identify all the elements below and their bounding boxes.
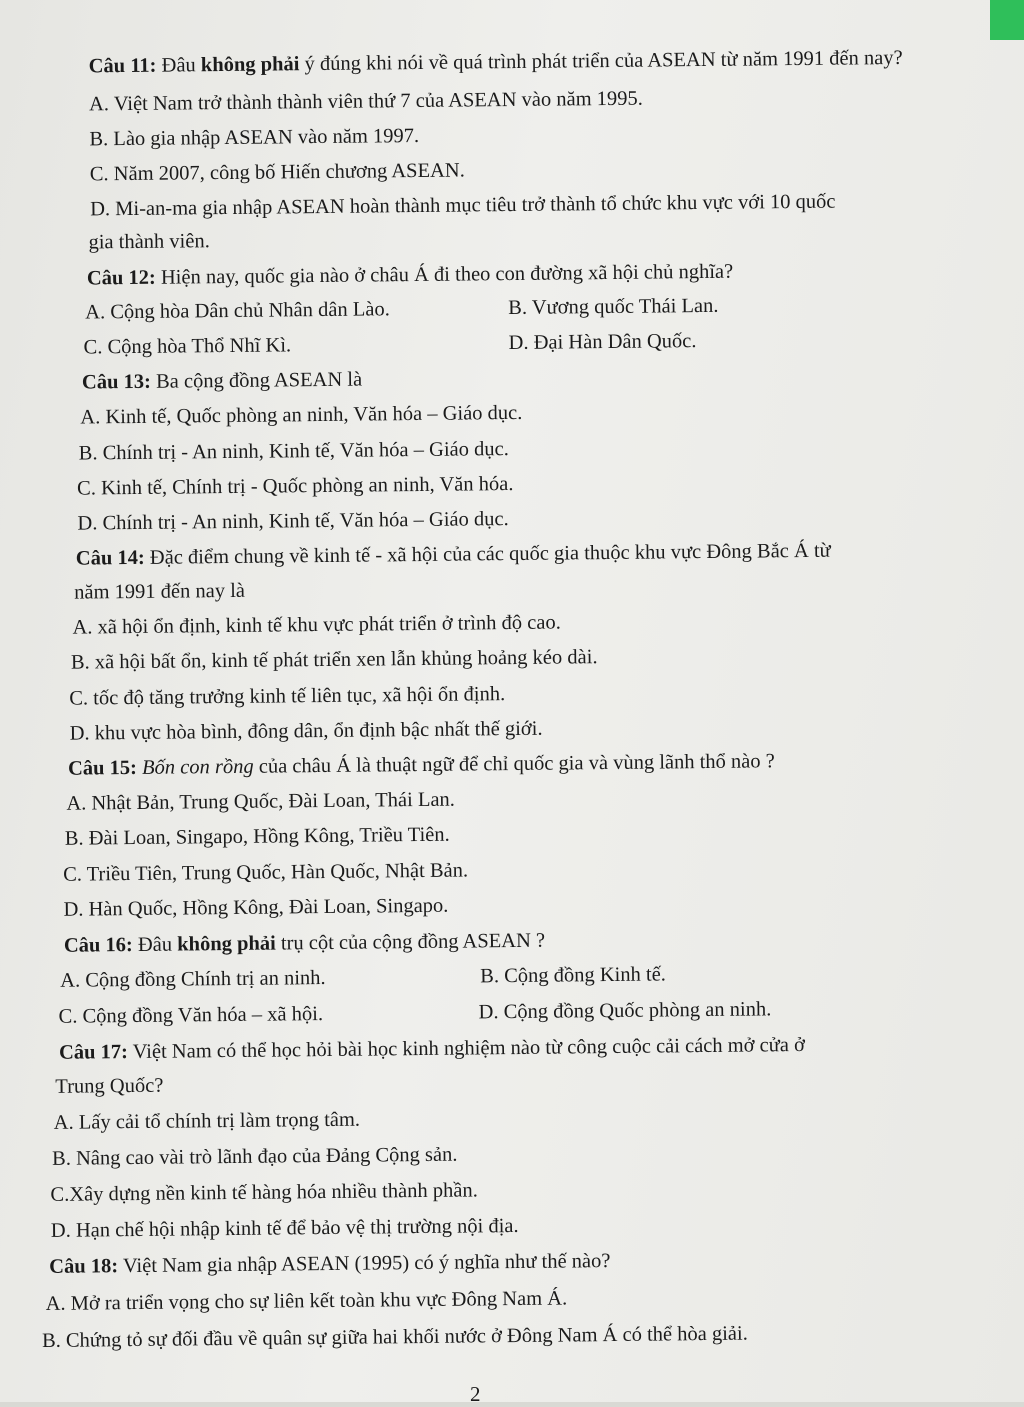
q13-option-a: A. Kinh tế, Quốc phòng an ninh, Văn hóa – Giáo dục. xyxy=(80,401,523,429)
q16-option-d: D. Cộng đồng Quốc phòng an ninh. xyxy=(478,998,772,1024)
question-11-text-post: ý đúng khi nói về quá trình phát triển của ASEAN từ năm 1991 đến nay? xyxy=(299,46,903,76)
question-16-text-post: trụ cột của cộng đồng ASEAN ? xyxy=(275,929,546,955)
question-14-line2: năm 1991 đến nay là xyxy=(74,579,246,604)
q14-option-b: B. xã hội bất ổn, kinh tế phát triển xen lẫn khủng hoảng kéo dài. xyxy=(70,646,598,674)
q16-option-a: A. Cộng đồng Chính trị an ninh. xyxy=(60,967,326,992)
question-13-label: Câu 13: xyxy=(81,370,152,394)
q13-option-d: D. Chính trị - An ninh, Kinh tế, Văn hóa – Giáo dục. xyxy=(77,508,509,535)
question-18 xyxy=(49,1251,610,1277)
q15-option-c: C. Triều Tiên, Trung Quốc, Hàn Quốc, Nhật Bản. xyxy=(63,859,469,886)
q13-option-b: B. Chính trị - An ninh, Kinh tế, Văn hóa – Giáo dục. xyxy=(78,438,509,465)
question-16-emphasis: không phải xyxy=(177,932,276,956)
q15-option-b: B. Đài Loan, Singapo, Hồng Kông, Triều Tiên. xyxy=(64,823,450,850)
question-11-emphasis: không phải xyxy=(200,53,300,77)
q12-option-c: C. Cộng hòa Thổ Nhĩ Kì. xyxy=(83,334,292,359)
question-12-text: Hiện nay, quốc gia nào ở châu Á đi theo con đường xã hội chủ nghĩa? xyxy=(155,260,734,289)
question-11-text-pre: Đâu xyxy=(156,54,201,77)
q16-option-b: B. Cộng đồng Kinh tế. xyxy=(480,963,666,988)
q14-option-a: A. xã hội ổn định, kinh tế khu vực phát triển ở trình độ cao. xyxy=(72,611,561,639)
q17-option-a: A. Lấy cải tổ chính trị làm trọng tâm. xyxy=(53,1108,361,1134)
question-17-text: Việt Nam có thể học hỏi bài học kinh nghiệm nào từ công cuộc cải cách mở cửa ở xyxy=(127,1033,806,1064)
question-11-label: Câu 11: xyxy=(88,54,157,78)
q17-option-b: B. Nâng cao vài trò lãnh đạo của Đảng Cộng sản. xyxy=(51,1143,458,1170)
page-number: 2 xyxy=(470,1382,481,1406)
q18-option-b: B. Chứng tỏ sự đối đầu về quân sự giữa hai khối nước ở Đông Nam Á có thể hòa giải. xyxy=(41,1322,748,1352)
question-17-label: Câu 17: xyxy=(58,1041,129,1064)
question-13 xyxy=(82,370,362,393)
question-15 xyxy=(68,751,775,779)
question-12-label: Câu 12: xyxy=(86,266,156,290)
q12-option-b: B. Vương quốc Thái Lan. xyxy=(508,294,719,320)
q12-option-d: D. Đại Hàn Dân Quốc. xyxy=(508,330,697,355)
question-15-text: của châu Á là thuật ngữ để chỉ quốc gia và vùng lãnh thổ nào ? xyxy=(253,750,775,778)
q17-option-d: D. Hạn chế hội nhập kinh tế để bảo vệ thị trường nội địa. xyxy=(50,1214,519,1242)
q13-option-c: C. Kinh tế, Chính trị - Quốc phòng an ninh, Văn hóa. xyxy=(76,473,514,500)
question-15-label: Câu 15: xyxy=(67,756,138,780)
question-15-emphasis: Bốn con rồng xyxy=(141,755,254,779)
q15-option-a: A. Nhật Bản, Trung Quốc, Đài Loan, Thái Lan. xyxy=(66,788,455,815)
q11-option-b: B. Lào gia nhập ASEAN vào năm 1997. xyxy=(89,124,420,151)
question-16-text-pre: Đâu xyxy=(132,933,178,957)
q14-option-c: C. tốc độ tăng trưởng kinh tế liên tục, xã hội ổn định. xyxy=(69,683,506,710)
q11-option-a: A. Việt Nam trở thành thành viên thứ 7 của ASEAN vào năm 1995. xyxy=(88,87,643,116)
q12-option-a: A. Cộng hòa Dân chủ Nhân dân Lào. xyxy=(85,298,390,324)
q14-option-d: D. khu vực hòa bình, đông dân, ổn định bậc nhất thế giới. xyxy=(69,717,543,745)
question-11 xyxy=(89,48,903,77)
question-18-label: Câu 18: xyxy=(49,1255,119,1278)
question-17-line1 xyxy=(59,1035,805,1063)
question-14-line1 xyxy=(76,541,831,569)
question-14-label: Câu 14: xyxy=(75,546,145,570)
q11-option-d-line1: D. Mi-an-ma gia nhập ASEAN hoàn thành mục tiêu trở thành tổ chức khu vực với 10 quốc xyxy=(90,190,836,221)
question-16 xyxy=(64,931,545,957)
q17-option-c: C.Xây dựng nền kinh tế hàng hóa nhiều thành phần. xyxy=(50,1179,478,1206)
question-16-label: Câu 16: xyxy=(63,934,133,957)
question-17-line2: Trung Quốc? xyxy=(55,1074,164,1098)
q11-option-c: C. Năm 2007, công bố Hiến chương ASEAN. xyxy=(89,159,465,186)
question-14-text: Đặc điểm chung về kinh tế - xã hội của các quốc gia thuộc khu vực Đông Bắc Á từ xyxy=(144,539,831,569)
q15-option-d: D. Hàn Quốc, Hồng Kông, Đài Loan, Singapo. xyxy=(63,894,449,921)
q11-option-d-line2: gia thành viên. xyxy=(88,230,210,254)
q16-option-c: C. Cộng đồng Văn hóa – xã hội. xyxy=(58,1003,324,1028)
question-13-text: Ba cộng đồng ASEAN là xyxy=(150,368,363,393)
question-12 xyxy=(87,262,734,289)
q18-option-a: A. Mở ra triển vọng cho sự liên kết toàn khu vực Đông Nam Á. xyxy=(45,1287,568,1315)
question-18-text: Việt Nam gia nhập ASEAN (1995) có ý nghĩa như thế nào? xyxy=(118,1250,611,1278)
